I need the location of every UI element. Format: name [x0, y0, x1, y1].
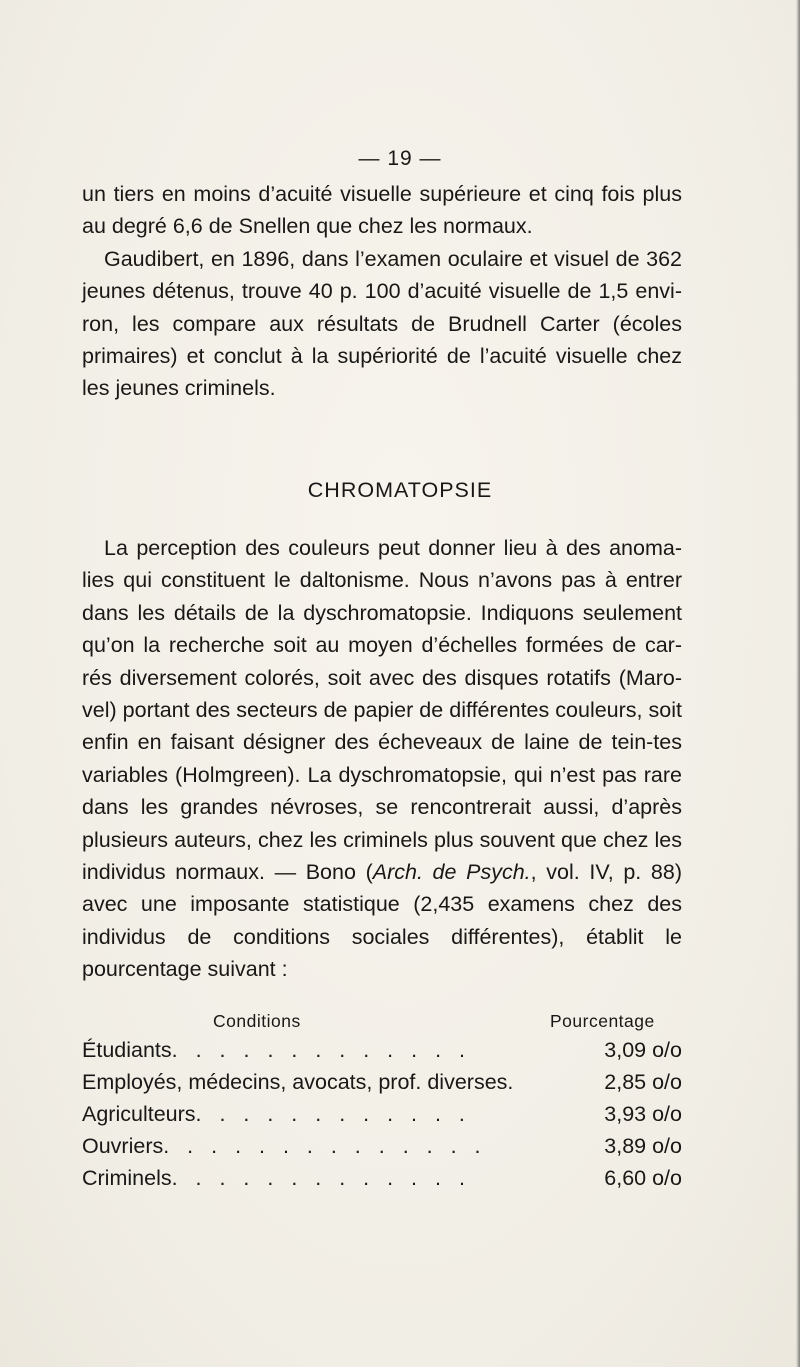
page-edge-shadow: [796, 0, 800, 1367]
row-label: [82, 1034, 471, 1066]
table-row: [82, 1130, 682, 1162]
dot-leader: . . . . . . . . . . . . . .: [163, 1134, 487, 1158]
table-row: [82, 1098, 682, 1130]
chromatopsie-paragraph: [82, 532, 682, 986]
intro-paragraph-2: Gaudibert, en 1896, dans l’examen oculaire et visuel de 362 jeunes détenus, trouve 40 p. 100 d’acuité visuelle de 1,5 envi-ron, les compare aux résultats de Brudnell Carter (écoles primaires) et conclut à la supériorité de l’acuité visuelle chez les jeunes criminels.: [82, 246, 682, 401]
row-label-text: Étudiants: [82, 1038, 172, 1062]
dot-leader: . . . . . . . . . . . .: [195, 1102, 471, 1126]
row-value: 3,93 o/o: [604, 1102, 682, 1126]
intro-paragraph-1: un tiers en moins d’acuité visuelle supérieure et cinq fois plus au degré 6,6 de Snellen que chez les normaux.: [82, 182, 682, 239]
chromatopsie-text: [82, 532, 682, 986]
row-label-text: Ouvriers: [82, 1134, 164, 1158]
table-row: [82, 1162, 682, 1194]
table-header-conditions: Conditions: [213, 1011, 301, 1031]
row-value: 6,60 o/o: [604, 1166, 682, 1190]
row-label-text: Criminels: [82, 1166, 172, 1190]
row-label-text: Employés, médecins, avocats, prof. diverses.: [82, 1070, 514, 1094]
chromatopsie-text-before-citation: La perception des couleurs peut donner lieu à des anoma-lies qui constituent le daltonisme. Nous n’avons pas à entrer dans les détails de la dyschromatopsie. Indiquons seulement qu’on la recherche soit au moyen d’échelles formées de car-rés diversement colorés, soit avec des disques rotatifs (Maro-vel) portant des secteurs de papier de différentes couleurs, soit enfin en faisant désigner des écheveaux de laine de tein-tes variables (Holmgreen). La dyschromatopsie, qui n’est pas rare dans les grandes névroses, se rencontrerait aussi, d’après plusieurs auteurs, chez les criminels plus souvent que chez les individus normaux. — Bono (: [82, 536, 682, 885]
row-value: 3,09 o/o: [604, 1038, 682, 1062]
row-value: 3,89 o/o: [604, 1134, 682, 1158]
row-label: [82, 1066, 513, 1098]
chromatopsie-text-after-citation: , vol. IV, p. 88) avec une imposante statistique (2,435 examens chez des individus de conditions sociales différentes), établit le pourcentage suivant :: [82, 860, 682, 982]
row-label-text: Agriculteurs: [82, 1102, 196, 1126]
table-row: [82, 1034, 682, 1066]
row-label: [82, 1098, 471, 1130]
citation-title: Arch. de Psych.: [372, 860, 531, 885]
row-label: [82, 1162, 471, 1194]
intro-text: [82, 178, 682, 405]
dot-leader: . . . . . . . . . . . . .: [171, 1038, 471, 1062]
row-label: [82, 1130, 487, 1162]
section-title: CHROMATOPSIE: [307, 478, 493, 502]
dot-leader: . . . . . . . . . . . . .: [171, 1166, 471, 1190]
table-header-percentage: Pourcentage: [550, 1011, 655, 1031]
row-value: 2,85 o/o: [604, 1070, 682, 1094]
page-number: — 19 —: [358, 147, 442, 170]
table-row: [82, 1066, 682, 1098]
